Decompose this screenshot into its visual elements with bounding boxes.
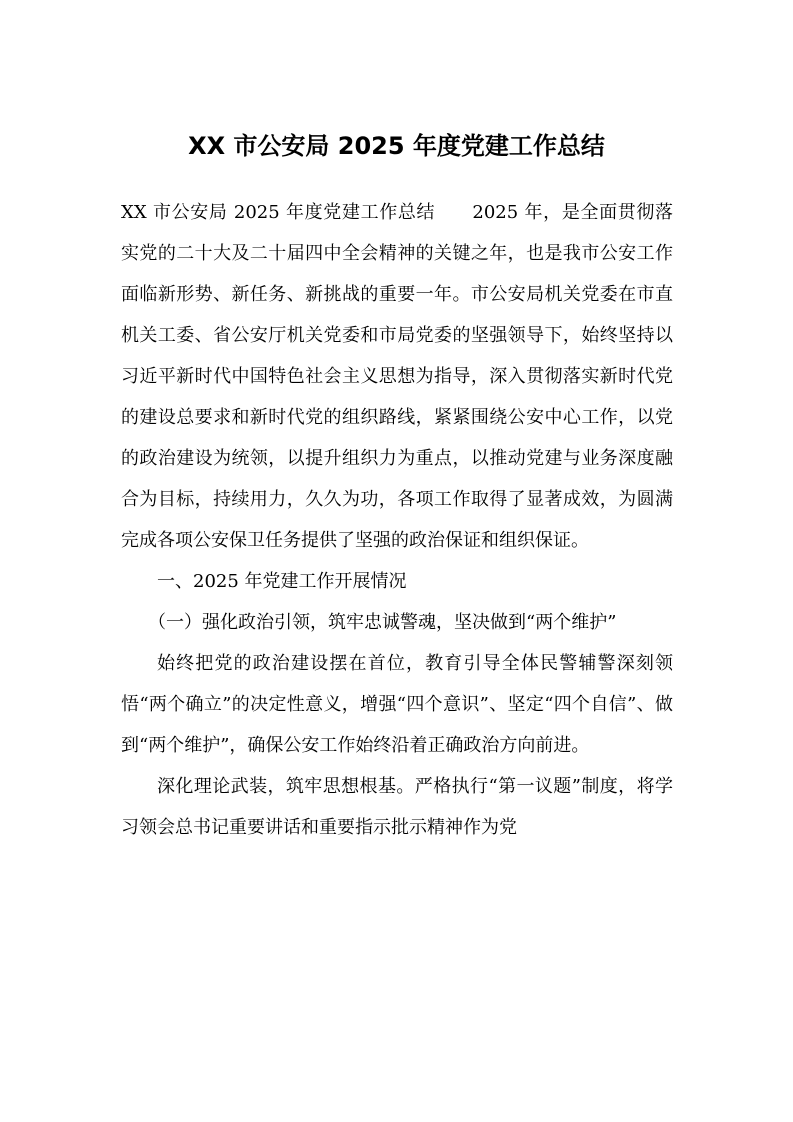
document-body [121, 192, 673, 848]
paragraph-political-building: 始终把党的政治建设摆在首位，教育引导全体民警辅警深刻领悟“两个确立”的决定性意义，增强“四个意识”、坚定“四个自信”、做到“两个维护”，确保公安工作始终沿着正确政治方向前进。 [121, 653, 673, 756]
document-title: XX 市公安局 2025 年度党建工作总结 [188, 132, 605, 160]
section-heading-1: 一、2025 年党建工作开展情况 [157, 571, 407, 592]
paragraph-theory-study: 深化理论武装，筑牢思想根基。严格执行“第一议题”制度，将学习领会总书记重要讲话和重要指示批示精神作为党 [121, 776, 673, 838]
subsection-heading-1: （一）强化政治引领，筑牢忠诚警魂，坚决做到“两个维护” [148, 612, 617, 633]
paragraph-intro: XX 市公安局 2025 年度党建工作总结 2025 年，是全面贯彻落实党的二十大及二十届四中全会精神的关键之年，也是我市公安工作面临新形势、新任务、新挑战的重要一年。市公安局机关党委在市直机关工委、省公安厅机关党委和市局党委的坚强领导下，始终坚持以习近平新时代中国特色社会主义思想为指导，深入贯彻落实新时代党的建设总要求和新时代党的组织路线，紧紧围绕公安中心工作，以党的政治建设为统领，以提升组织力为重点，以推动党建与业务深度融合为目标，持续用力，久久为功，各项工作取得了显著成效，为圆满完成各项公安保卫任务提供了坚强的政治保证和组织保证。 [121, 202, 673, 551]
